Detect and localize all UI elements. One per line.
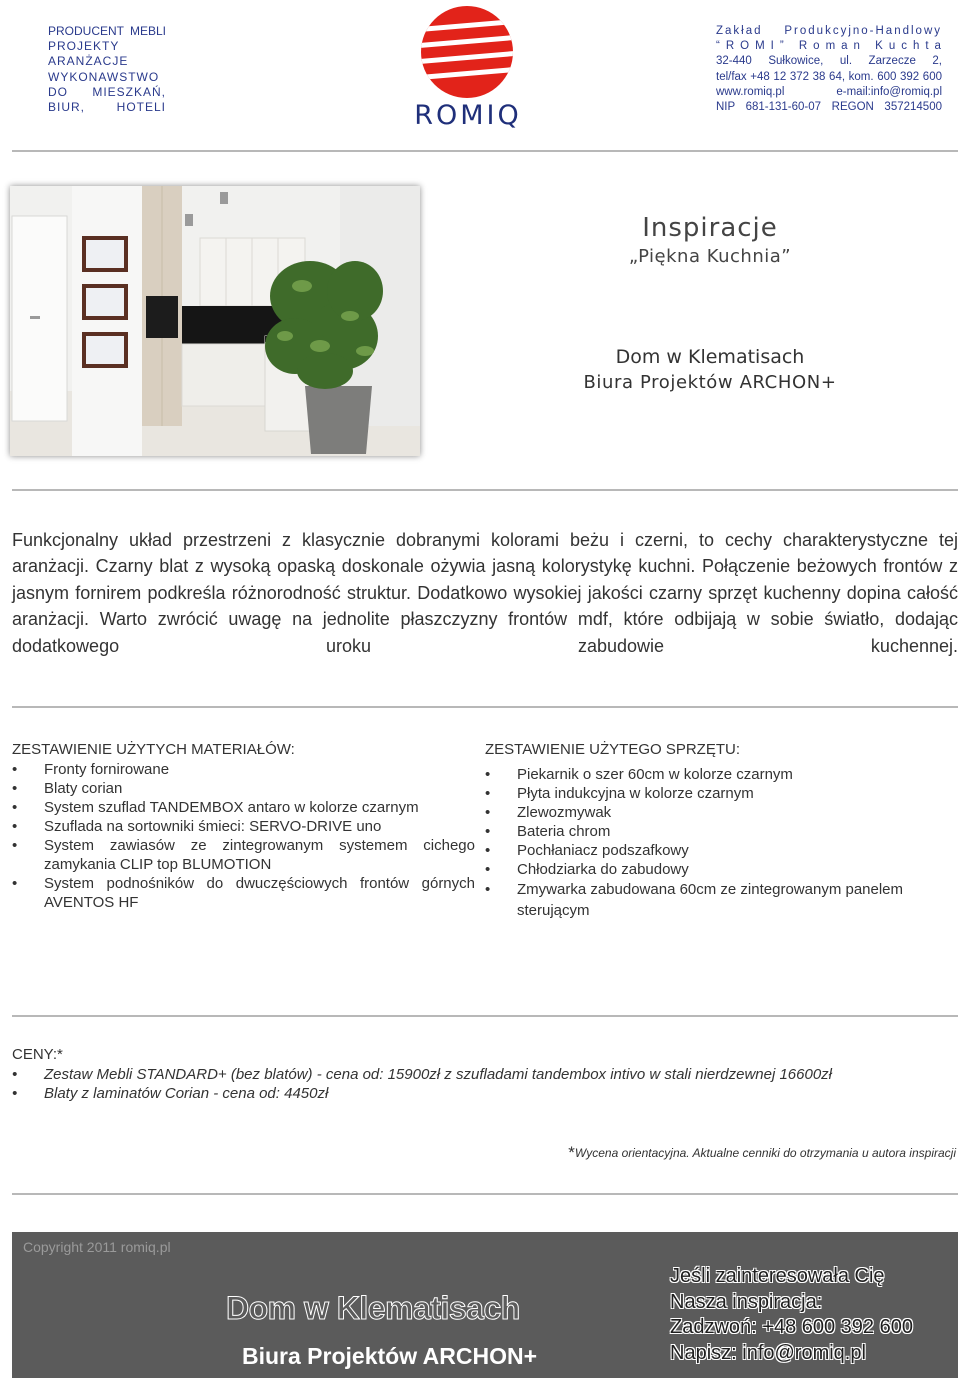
list-item: • Zmywarka zabudowana 60cm ze zintegrowanym panelem sterującym — [485, 879, 935, 921]
list-item: • Pochłaniacz podszafkowy — [485, 841, 935, 860]
divider — [12, 150, 958, 152]
tagline-line: ARANŻACJE — [48, 54, 129, 69]
list-item: • Zlewozmywak — [485, 803, 935, 822]
header-tagline — [48, 24, 166, 115]
list-item: • Fronty fornirowane — [12, 760, 475, 779]
company-web-email — [716, 85, 942, 100]
list-item: • System podnośników do dwuczęściowych frontów górnych AVENTOS HF — [12, 874, 475, 912]
contact-line: Nasza inspiracja: — [670, 1290, 823, 1313]
list-item: • Chłodziarka do zabudowy — [485, 860, 935, 879]
company-owner: “ROMI” Roman Kuchta — [716, 40, 947, 53]
equipment-list — [485, 765, 935, 921]
company-name: Zakład Produkcyjno-Handlowy — [716, 25, 942, 37]
pricing-footnote — [400, 1143, 956, 1163]
page-subtitle: „Piękna Kuchnia” — [628, 246, 792, 267]
list-item: • System zawiasów ze zintegrowanym systemem cichego zamykania CLIP top BLUMOTION — [12, 836, 475, 874]
equipment-title: ZESTAWIENIE UŻYTEGO SPRZĘTU: — [485, 741, 741, 758]
footnote-star: * — [568, 1143, 575, 1162]
company-address: 32-440 Sułkowice, ul. Zarzecze 2, — [716, 55, 942, 68]
company-phone: tel/fax +48 12 372 38 64, kom. 600 392 600 — [716, 70, 942, 83]
footer-subtitle: Biura Projektów ARCHON+ — [242, 1343, 538, 1369]
divider — [12, 706, 958, 708]
logo-wordmark: ROMIQ — [414, 100, 522, 131]
footer-banner — [12, 1232, 958, 1378]
list-item: • Blaty corian — [12, 779, 475, 798]
tagline-line: PRODUCENT MEBLI — [48, 24, 166, 38]
description-paragraph: Funkcjonalny układ przestrzeni z klasycznie dobranymi kolorami beżu i czerni, to cechy charakterystyczne tej aranżacji. Czarny blat z wysoką opaską doskonale ożywia jasną kolorystykę kuchni. Połączenie beżowych frontów z jasnym fornirem podkreśla różnorodność struktur. Dodatkowo wysokiej jakości czarny sprzęt kuchenny dopina całość aranżacji. Warto zwrócić uwagę na jednolite płaszczyzny frontów mdf, które odbijają w sobie światło, dodając dodatkowego uroku zabudowie kuchennej. — [12, 530, 958, 656]
copyright-text: Copyright 2011 romiq.pl — [23, 1239, 171, 1255]
tagline-line: BIUR, HOTELI — [48, 100, 166, 115]
tagline-line: DO MIESZKAŃ, — [48, 84, 166, 99]
divider — [12, 1015, 958, 1017]
tagline-line: PROJEKTY — [48, 39, 120, 54]
company-nip: NIP 681-131-60-07 REGON 357214500 — [716, 101, 942, 114]
kitchen-photo — [10, 186, 420, 456]
company-email: e-mail:info@romiq.pl — [836, 85, 942, 98]
list-item: • Płyta indukcyjna w kolorze czarnym — [485, 784, 935, 803]
materials-title: ZESTAWIENIE UŻYTYCH MATERIAŁÓW: — [12, 741, 295, 758]
company-web: www.romiq.pl — [716, 85, 785, 98]
footer-contact — [670, 1264, 913, 1366]
company-info — [716, 24, 947, 115]
footer-title: Dom w Klematisach — [226, 1290, 520, 1326]
project-name: Dom w Klematisach — [615, 346, 805, 368]
list-item: • Piekarnik o szer 60cm w kolorze czarnym — [485, 765, 935, 784]
contact-email[interactable]: Napisz: info@romiq.pl — [670, 1341, 866, 1364]
page-title: Inspiracje — [642, 213, 778, 243]
contact-line: Jeśli zainteresowała Cię — [670, 1265, 885, 1287]
list-item: • Bateria chrom — [485, 822, 935, 841]
materials-list — [12, 760, 475, 912]
price-item: • Zestaw Mebli STANDARD+ (bez blatów) - cena od: 15900zł z szufladami tandembox intivo w stali nierdzewnej 16600zł — [12, 1065, 958, 1084]
studio-name: Biura Projektów ARCHON+ — [583, 372, 837, 393]
divider — [12, 1193, 958, 1195]
prices-list — [12, 1065, 958, 1103]
list-item: • Szuflada na sortowniki śmieci: SERVO-DRIVE uno — [12, 817, 475, 836]
footnote-text: Wycena orientacyjna. Aktualne cenniki do otrzymania u autora inspiracji — [574, 1146, 956, 1160]
contact-phone[interactable]: Zadzwoń: +48 600 392 600 — [670, 1316, 913, 1338]
prices-title: CENY:* — [12, 1046, 63, 1063]
tagline-line: WYKONAWSTWO — [48, 69, 160, 84]
divider — [12, 489, 958, 491]
price-item: • Blaty z laminatów Corian - cena od: 4450zł — [12, 1084, 958, 1103]
list-item: • System szuflad TANDEMBOX antaro w kolorze czarnym — [12, 798, 475, 817]
